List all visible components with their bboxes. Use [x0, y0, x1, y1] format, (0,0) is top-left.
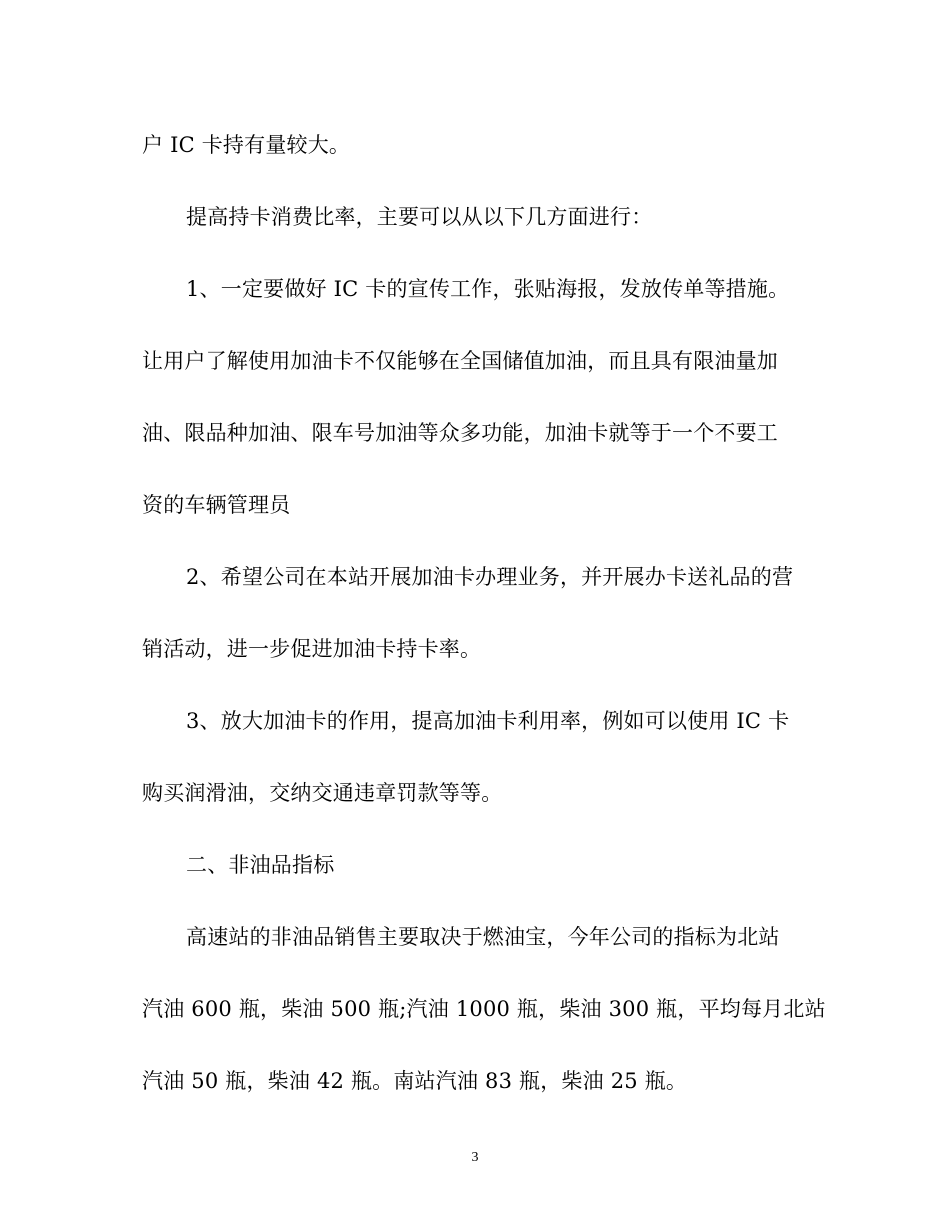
paragraph-line: 2、希望公司在本站开展加油卡办理业务，并开展办卡送礼品的营 — [186, 565, 794, 589]
paragraph-line: 销活动，进一步促进加油卡持卡率。 — [142, 637, 482, 661]
paragraph-line: 资的车辆管理员 — [142, 493, 291, 517]
paragraph-line: 1、一定要做好 IC 卡的宣传工作，张贴海报，发放传单等措施。 — [186, 277, 790, 301]
paragraph-line: 3、放大加油卡的作用，提高加油卡利用率，例如可以使用 IC 卡 — [186, 709, 790, 733]
paragraph-line: 让用户了解使用加油卡不仅能够在全国储值加油，而且具有限油量加 — [142, 349, 778, 373]
section-heading: 二、非油品指标 — [186, 853, 335, 877]
paragraph-line: 提高持卡消费比率，主要可以从以下几方面进行： — [186, 205, 653, 229]
paragraph-line: 汽油 50 瓶，柴油 42 瓶。南站汽油 83 瓶，柴油 25 瓶。 — [142, 1069, 688, 1093]
paragraph-line: 油、限品种加油、限车号加油等众多功能，加油卡就等于一个不要工 — [142, 421, 778, 445]
paragraph-line: 户 IC 卡持有量较大。 — [142, 133, 351, 157]
paragraph-line: 购买润滑油，交纳交通违章罚款等等。 — [142, 781, 503, 805]
paragraph-line: 高速站的非油品销售主要取决于燃油宝，今年公司的指标为北站 — [186, 925, 780, 949]
paragraph-line: 汽油 600 瓶，柴油 500 瓶;汽油 1000 瓶，柴油 300 瓶，平均每月北站 — [142, 997, 826, 1021]
page-number: 3 — [471, 1150, 479, 1165]
